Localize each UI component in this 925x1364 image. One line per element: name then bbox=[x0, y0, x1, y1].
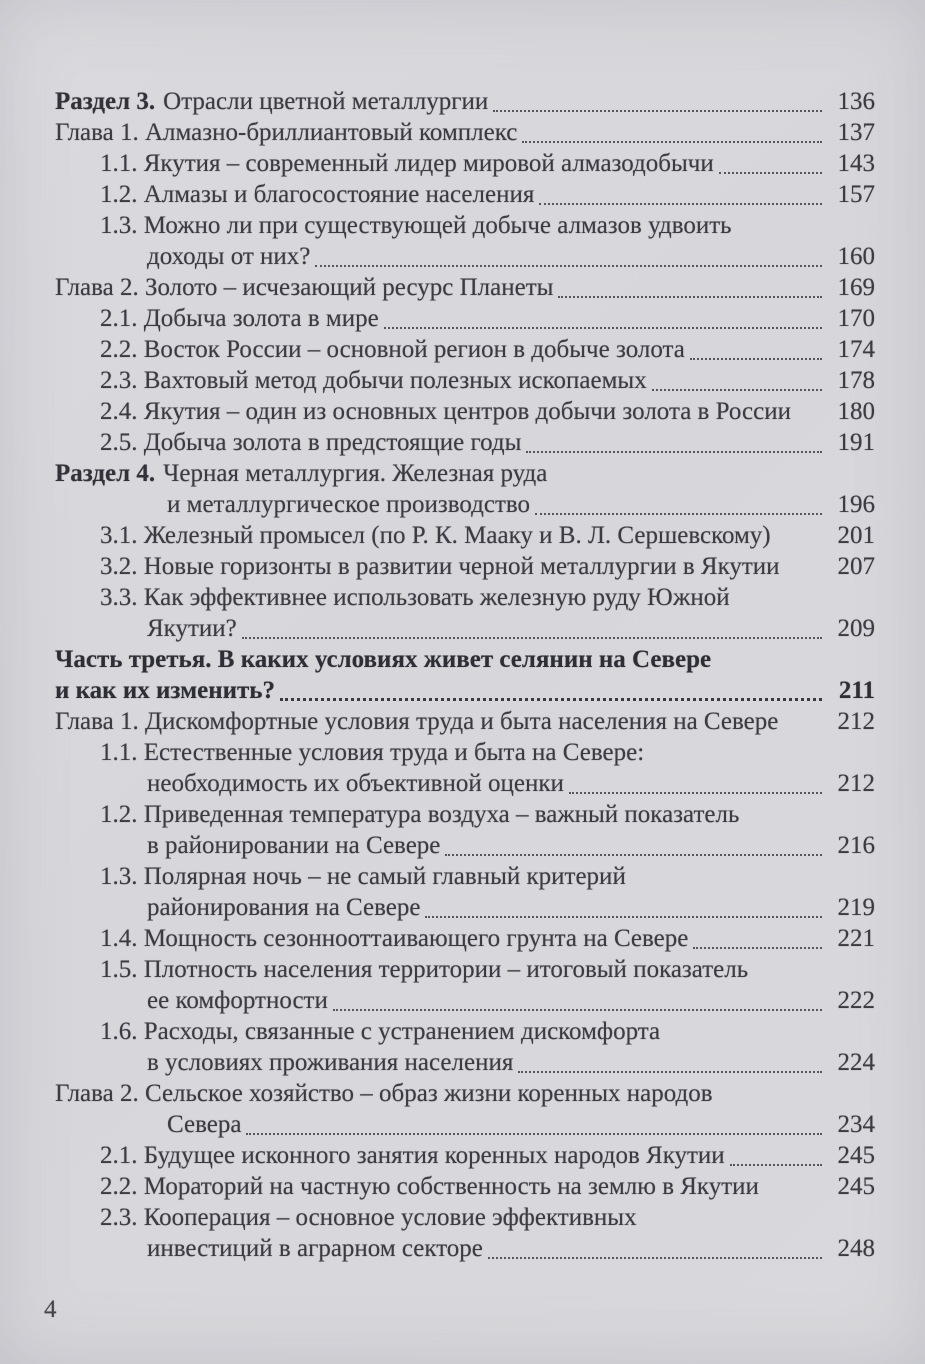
entry-page-number: 219 bbox=[837, 894, 875, 921]
toc-row bbox=[0, 489, 925, 520]
entry-prefix: Раздел 3. bbox=[55, 88, 156, 115]
entry-title: 1.1. Якутия – современный лидер мировой алмазодобычи bbox=[100, 150, 714, 177]
entry-title: и как их изменить? bbox=[55, 677, 276, 704]
entry-title: Черная металлургия. Железная руда bbox=[163, 460, 548, 487]
entry-page-number: 174 bbox=[837, 336, 875, 363]
toc-row bbox=[0, 613, 925, 644]
toc-row bbox=[0, 117, 925, 148]
entry-title: 2.3. Кооперация – основное условие эффективных bbox=[100, 1204, 637, 1231]
dot-leader bbox=[384, 303, 822, 329]
dot-leader bbox=[425, 892, 822, 918]
toc-row bbox=[0, 737, 925, 768]
entry-page-number: 169 bbox=[837, 274, 875, 301]
entry-page-number: 222 bbox=[837, 987, 875, 1014]
entry-title: 1.1. Естественные условия труда и быта на Севере: bbox=[100, 739, 645, 766]
table-of-contents bbox=[0, 86, 925, 1264]
toc-row bbox=[0, 303, 925, 334]
toc-row bbox=[0, 1171, 925, 1202]
entry-title: районирования на Севере bbox=[147, 894, 421, 921]
dot-leader bbox=[783, 706, 822, 732]
toc-row bbox=[0, 1078, 925, 1109]
toc-row bbox=[0, 923, 925, 954]
dot-leader bbox=[569, 768, 822, 794]
dot-leader bbox=[315, 241, 822, 267]
dot-leader bbox=[690, 334, 822, 360]
entry-page-number: 212 bbox=[837, 708, 875, 735]
entry-page-number: 170 bbox=[837, 305, 875, 332]
entry-title: 1.2. Алмазы и благосостояние населения bbox=[100, 181, 535, 208]
entry-page-number: 191 bbox=[837, 429, 875, 456]
entry-page-number: 245 bbox=[837, 1173, 875, 1200]
entry-title: 2.1. Добыча золота в мире bbox=[100, 305, 379, 332]
dot-leader bbox=[730, 1140, 822, 1166]
entry-title: 2.1. Будущее исконного занятия коренных народов Якутии bbox=[100, 1142, 725, 1169]
entry-page-number: 224 bbox=[837, 1049, 875, 1076]
entry-page-number: 248 bbox=[837, 1235, 875, 1262]
dot-leader bbox=[445, 830, 822, 856]
entry-title: 1.5. Плотность населения территории – итоговый показатель bbox=[100, 956, 749, 983]
toc-row bbox=[0, 396, 925, 427]
entry-page-number: 201 bbox=[837, 522, 875, 549]
entry-title: Глава 2. Сельское хозяйство – образ жизни коренных народов bbox=[55, 1080, 713, 1107]
toc-row bbox=[0, 1047, 925, 1078]
toc-row bbox=[0, 272, 925, 303]
entry-title: 3.2. Новые горизонты в развитии черной металлургии в Якутии bbox=[100, 553, 780, 580]
toc-row bbox=[0, 241, 925, 272]
entry-title: 1.4. Мощность сезоннооттаивающего грунта на Севере bbox=[100, 925, 689, 952]
entry-title: 3.3. Как эффективнее использовать железную руду Южной bbox=[100, 584, 730, 611]
toc-row bbox=[0, 210, 925, 241]
toc-row bbox=[0, 706, 925, 737]
entry-page-number: 137 bbox=[837, 119, 875, 146]
entry-title: 3.1. Железный промысел (по Р. К. Мааку и В. Л. Сершевскому) bbox=[100, 522, 771, 549]
entry-title: ее комфортности bbox=[147, 987, 328, 1014]
toc-row bbox=[0, 892, 925, 923]
toc-row bbox=[0, 1109, 925, 1140]
dot-leader bbox=[242, 613, 822, 639]
dot-leader bbox=[652, 365, 822, 391]
toc-row bbox=[0, 551, 925, 582]
toc-row bbox=[0, 148, 925, 179]
entry-page-number: 234 bbox=[837, 1111, 875, 1138]
dot-leader bbox=[246, 1109, 822, 1135]
toc-row bbox=[0, 1202, 925, 1233]
toc-row bbox=[0, 179, 925, 210]
dot-leader bbox=[280, 675, 822, 701]
entry-page-number: 245 bbox=[837, 1142, 875, 1169]
entry-title: 2.4. Якутия – один из основных центров добычи золота в России bbox=[100, 398, 791, 425]
page-number: 4 bbox=[44, 1296, 57, 1323]
toc-row bbox=[0, 1016, 925, 1047]
dot-leader bbox=[539, 179, 822, 205]
entry-title: и металлургическое производство bbox=[167, 491, 531, 518]
toc-row bbox=[0, 954, 925, 985]
toc-row bbox=[0, 675, 925, 706]
entry-page-number: 209 bbox=[837, 615, 875, 642]
dot-leader bbox=[785, 551, 822, 577]
entry-title: 2.3. Вахтовый метод добычи полезных ископаемых bbox=[100, 367, 647, 394]
entry-page-number: 207 bbox=[837, 553, 875, 580]
entry-page-number: 196 bbox=[837, 491, 875, 518]
entry-page-number: 178 bbox=[837, 367, 875, 394]
dot-leader bbox=[693, 923, 822, 949]
toc-row bbox=[0, 334, 925, 365]
dot-leader bbox=[776, 520, 822, 546]
dot-leader bbox=[764, 1171, 822, 1197]
dot-leader bbox=[518, 1047, 822, 1073]
entry-title: 2.2. Восток России – основной регион в добыче золота bbox=[100, 336, 685, 363]
toc-row bbox=[0, 365, 925, 396]
toc-row bbox=[0, 582, 925, 613]
entry-title: 1.2. Приведенная температура воздуха – важный показатель bbox=[100, 801, 740, 828]
toc-row bbox=[0, 427, 925, 458]
dot-leader bbox=[796, 396, 822, 422]
entry-page-number: 157 bbox=[837, 181, 875, 208]
entry-title: Якутии? bbox=[147, 615, 237, 642]
toc-row bbox=[0, 985, 925, 1016]
entry-title: Отрасли цветной металлургии bbox=[163, 88, 489, 115]
dot-leader bbox=[526, 427, 822, 453]
entry-page-number: 160 bbox=[837, 243, 875, 270]
dot-leader bbox=[719, 148, 822, 174]
entry-title: в условиях проживания населения bbox=[147, 1049, 514, 1076]
toc-row bbox=[0, 830, 925, 861]
toc-row bbox=[0, 458, 925, 489]
toc-row bbox=[0, 520, 925, 551]
dot-leader bbox=[333, 985, 822, 1011]
toc-row bbox=[0, 644, 925, 675]
entry-page-number: 211 bbox=[838, 677, 875, 704]
entry-prefix: Раздел 4. bbox=[55, 460, 156, 487]
entry-title: Часть третья. В каких условиях живет селянин на Севере bbox=[55, 646, 712, 673]
entry-title: 1.3. Можно ли при существующей добыче алмазов удвоить bbox=[100, 212, 732, 239]
dot-leader bbox=[535, 489, 822, 515]
entry-page-number: 216 bbox=[837, 832, 875, 859]
toc-row bbox=[0, 799, 925, 830]
dot-leader bbox=[493, 86, 822, 112]
toc-row bbox=[0, 768, 925, 799]
entry-title: Севера bbox=[167, 1111, 242, 1138]
entry-page-number: 212 bbox=[837, 770, 875, 797]
entry-page-number: 143 bbox=[837, 150, 875, 177]
entry-title: 2.5. Добыча золота в предстоящие годы bbox=[100, 429, 522, 456]
entry-title: Глава 1. Алмазно-бриллиантовый комплекс bbox=[55, 119, 518, 146]
entry-title: в районировании на Севере bbox=[147, 832, 441, 859]
toc-row bbox=[0, 861, 925, 892]
toc-row bbox=[0, 1233, 925, 1264]
toc-row bbox=[0, 1140, 925, 1171]
entry-page-number: 180 bbox=[837, 398, 875, 425]
entry-title: Глава 2. Золото – исчезающий ресурс Планеты bbox=[55, 274, 554, 301]
entry-title: 2.2. Мораторий на частную собственность на землю в Якутии bbox=[100, 1173, 759, 1200]
entry-title: доходы от них? bbox=[147, 243, 311, 270]
entry-title: инвестиций в аграрном секторе bbox=[147, 1235, 483, 1262]
entry-title: Глава 1. Дискомфортные условия труда и быта населения на Севере bbox=[55, 708, 779, 735]
entry-title: 1.6. Расходы, связанные с устранением дискомфорта bbox=[100, 1018, 661, 1045]
entry-title: необходимость их объективной оценки bbox=[147, 770, 564, 797]
entry-title: 1.3. Полярная ночь – не самый главный критерий bbox=[100, 863, 626, 890]
toc-row bbox=[0, 86, 925, 117]
dot-leader bbox=[558, 272, 822, 298]
entry-page-number: 221 bbox=[837, 925, 875, 952]
dot-leader bbox=[488, 1233, 822, 1259]
entry-page-number: 136 bbox=[837, 88, 875, 115]
dot-leader bbox=[522, 117, 822, 143]
